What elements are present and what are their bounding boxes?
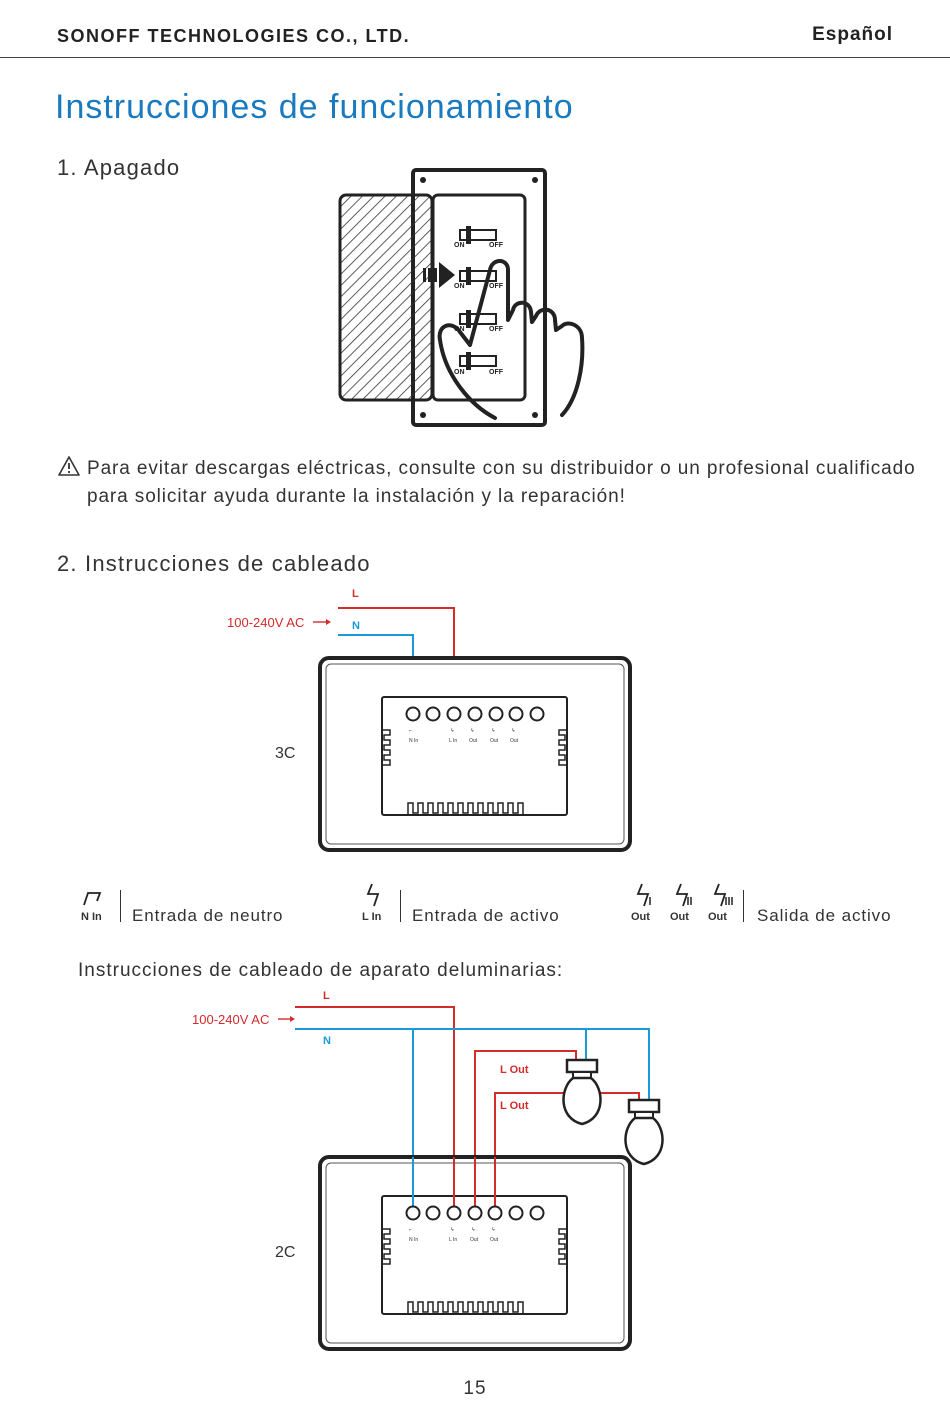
switch-off-label: OFF (489, 326, 503, 333)
live-in-symbol-label: L In (362, 911, 382, 923)
svg-text:Out: Out (490, 738, 499, 744)
switch-off-illustration (330, 160, 610, 445)
model-2c-label: 2C (275, 1244, 296, 1261)
legend-separator (120, 890, 121, 922)
wiring-diagram-3c (300, 600, 650, 860)
lout-label-1: L Out (500, 1064, 529, 1076)
output-symbols-icon (634, 882, 744, 908)
legend-separator (400, 890, 401, 922)
wire-n-label: N (323, 1035, 331, 1047)
lamp-1-icon (563, 1060, 600, 1124)
neutral-symbol-icon (82, 887, 104, 909)
svg-text:ϟ: ϟ (451, 1227, 454, 1233)
svg-text:Out: Out (470, 1237, 479, 1243)
switch-on-label: ON (454, 326, 465, 333)
company-name: SONOFF TECHNOLOGIES CO., LTD. (57, 26, 411, 46)
warning-icon (57, 455, 81, 477)
safety-warning: Para evitar descargas eléctricas, consulte con su distribuidor o un profesional cualificado para solicitar ayuda durante la instalación y la reparación! (87, 458, 916, 507)
wiring-diagram-2c-lamps (270, 1000, 670, 1360)
svg-text:L In: L In (449, 738, 458, 744)
output-symbol-label: Out (631, 911, 650, 923)
svg-text:Out: Out (510, 738, 519, 744)
switch-off-label: OFF (489, 283, 503, 290)
voltage-label: 100-240V AC (192, 1012, 270, 1027)
live-in-description: Entrada de activo (412, 906, 560, 925)
svg-text:L In: L In (449, 1237, 458, 1243)
svg-text:ϟ: ϟ (492, 728, 495, 734)
svg-text:Out: Out (490, 1237, 499, 1243)
wire-l-label: L (352, 588, 359, 600)
neutral-symbol-label: N In (81, 911, 102, 923)
output-symbol-label: Out (670, 911, 689, 923)
switch-on-label: ON (454, 283, 465, 290)
page-title: Instrucciones de funcionamiento (55, 88, 574, 126)
wire-l-label: L (323, 990, 330, 1002)
svg-text:Out: Out (469, 738, 478, 744)
lout-label-2: L Out (500, 1100, 529, 1112)
svg-text:ϟ: ϟ (471, 728, 474, 734)
svg-text:ϟ: ϟ (472, 1227, 475, 1233)
svg-text:N In: N In (409, 1237, 419, 1243)
voltage-label: 100-240V AC (227, 615, 305, 630)
section-heading-off: 1. Apagado (57, 155, 181, 180)
svg-text:⌐: ⌐ (409, 728, 412, 734)
header-divider (0, 57, 950, 58)
switch-off-label: OFF (489, 369, 503, 376)
switch-off-label: OFF (489, 242, 503, 249)
live-in-symbol-icon (364, 882, 384, 908)
lighting-subheading: Instrucciones de cableado de aparato deluminarias: (78, 960, 564, 981)
output-description: Salida de activo (757, 906, 892, 925)
neutral-description: Entrada de neutro (132, 906, 284, 925)
svg-text:⌐: ⌐ (409, 1227, 412, 1233)
svg-text:ϟ: ϟ (492, 1227, 495, 1233)
page-number: 15 (463, 1378, 487, 1399)
model-3c-label: 3C (275, 745, 296, 762)
lamp-2-icon (625, 1100, 662, 1164)
svg-text:N In: N In (409, 738, 419, 744)
output-symbol-label: Out (708, 911, 727, 923)
language-label: Español (812, 24, 893, 45)
switch-on-label: ON (454, 369, 465, 376)
switch-on-label: ON (454, 242, 465, 249)
wire-n-label: N (352, 620, 360, 632)
legend-separator (743, 890, 744, 922)
svg-text:ϟ: ϟ (512, 728, 515, 734)
svg-text:ϟ: ϟ (451, 728, 454, 734)
section-heading-wiring: 2. Instrucciones de cableado (57, 551, 371, 576)
